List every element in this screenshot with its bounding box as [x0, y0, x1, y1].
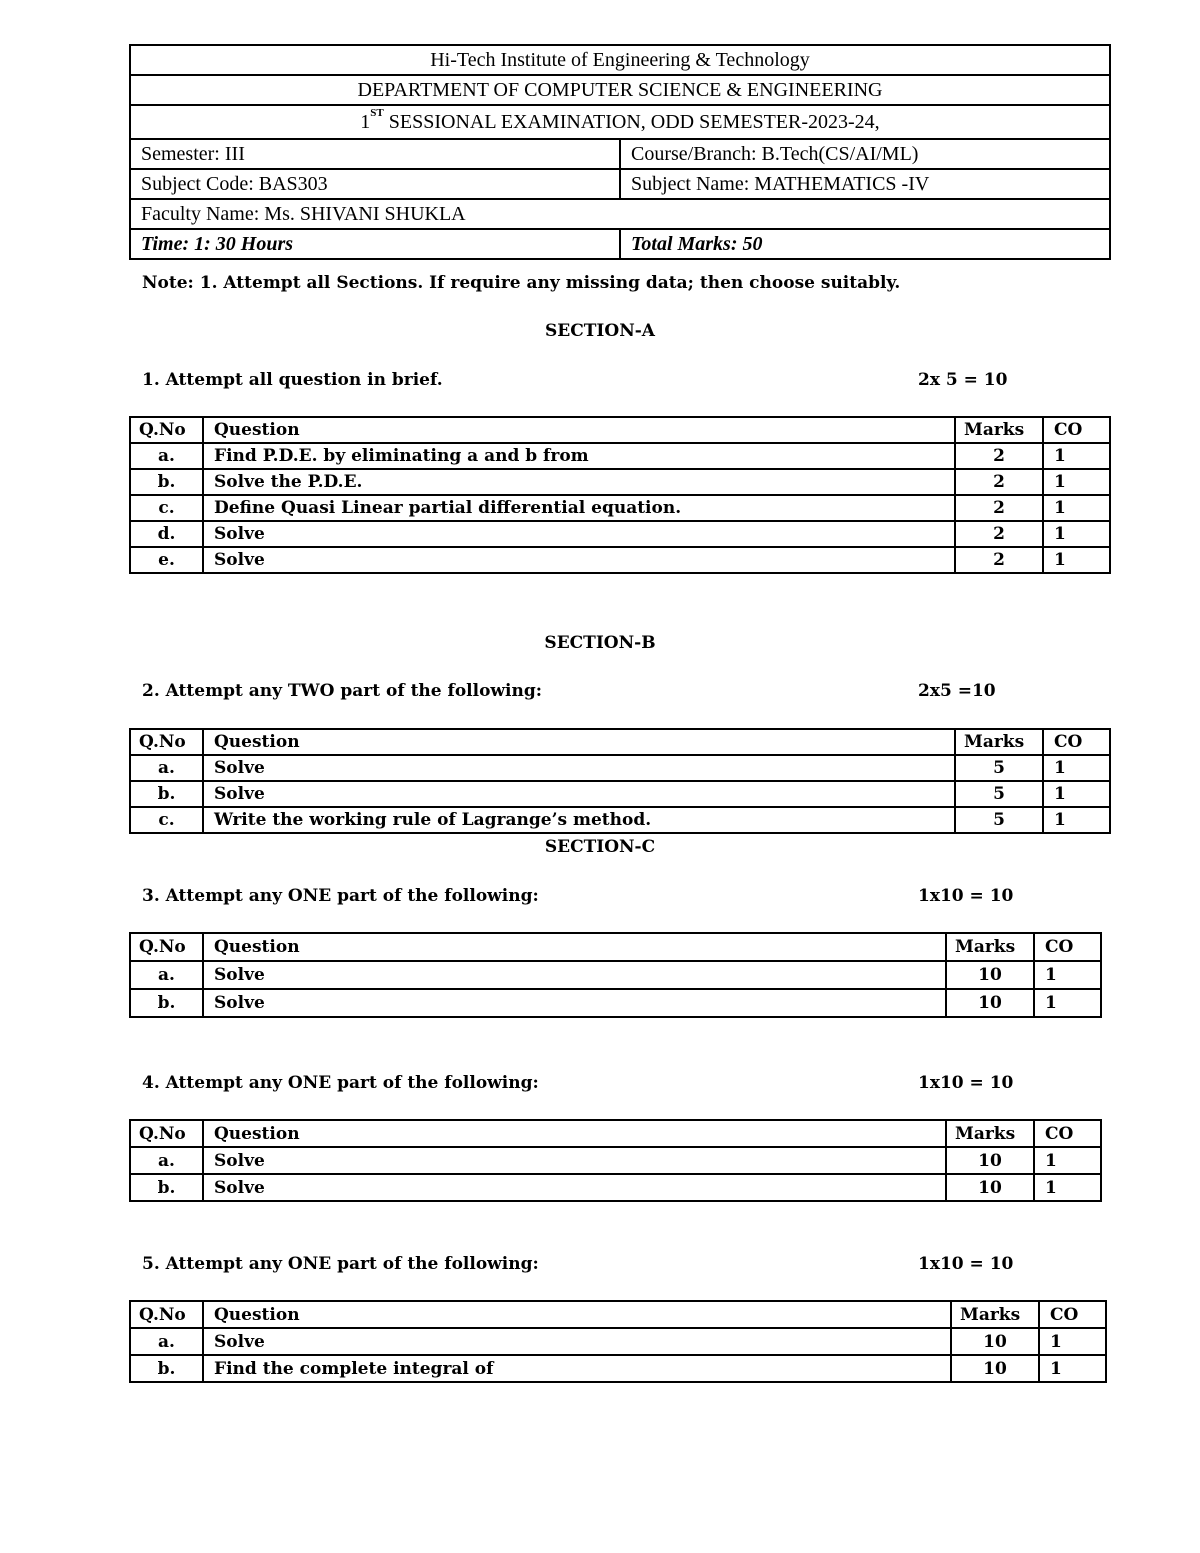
- table-row: [130, 1147, 1101, 1174]
- marks-cell: 10: [946, 989, 1034, 1017]
- co-header: CO: [1034, 1120, 1101, 1147]
- question-header: Question: [203, 933, 946, 961]
- question-cell: Solve: [203, 1174, 946, 1201]
- marks-cell: 10: [951, 1328, 1039, 1355]
- table-row: [130, 1174, 1101, 1201]
- co-cell: 1: [1043, 755, 1110, 781]
- section-a-heading: SECTION-A: [545, 321, 655, 341]
- co-cell: 1: [1043, 521, 1110, 547]
- question-cell: Solve: [203, 521, 955, 547]
- subject-code-cell: Subject Code: BAS303: [130, 169, 620, 199]
- question-cell: Define Quasi Linear partial differential equation.: [203, 495, 955, 521]
- co-cell: 1: [1043, 781, 1110, 807]
- q1-marks-label: 2x 5 = 10: [918, 370, 1008, 390]
- marks-cell: 10: [946, 1174, 1034, 1201]
- faculty-cell: Faculty Name: Ms. SHIVANI SHUKLA: [130, 199, 1110, 229]
- qno-cell: b.: [130, 469, 203, 495]
- subject-name-cell: Subject Name: MATHEMATICS -IV: [620, 169, 1110, 199]
- q1-table: [129, 416, 1111, 574]
- total-marks-cell: Total Marks: 50: [620, 229, 1110, 259]
- question-cell: Solve: [203, 989, 946, 1017]
- co-cell: 1: [1039, 1355, 1106, 1382]
- qno-cell: c.: [130, 495, 203, 521]
- question-cell: Find the complete integral of: [203, 1355, 951, 1382]
- question-header: Question: [203, 729, 955, 755]
- co-cell: 1: [1039, 1328, 1106, 1355]
- qno-cell: c.: [130, 807, 203, 833]
- qno-cell: d.: [130, 521, 203, 547]
- qno-cell: a.: [130, 961, 203, 989]
- qno-header: Q.No: [130, 1301, 203, 1328]
- question-cell: Solve the P.D.E.: [203, 469, 955, 495]
- co-cell: 1: [1043, 547, 1110, 573]
- question-cell: Solve: [203, 781, 955, 807]
- qno-cell: a.: [130, 1147, 203, 1174]
- question-cell: Find P.D.E. by eliminating a and b from: [203, 443, 955, 469]
- question-cell: Solve: [203, 547, 955, 573]
- question-cell: Solve: [203, 1328, 951, 1355]
- time-cell: Time: 1: 30 Hours: [130, 229, 620, 259]
- exam-note: Note: 1. Attempt all Sections. If require any missing data; then choose suitably.: [142, 273, 901, 293]
- qno-header: Q.No: [130, 729, 203, 755]
- exam-ordinal-sup: ST: [370, 106, 384, 119]
- qno-cell: b.: [130, 989, 203, 1017]
- marks-header: Marks: [951, 1301, 1039, 1328]
- marks-header: Marks: [955, 729, 1043, 755]
- co-cell: 1: [1034, 1147, 1101, 1174]
- marks-cell: 2: [955, 443, 1043, 469]
- question-header: Question: [203, 417, 955, 443]
- qno-header: Q.No: [130, 933, 203, 961]
- qno-cell: a.: [130, 443, 203, 469]
- table-header-row: [130, 729, 1110, 755]
- marks-header: Marks: [946, 1120, 1034, 1147]
- institute-name: Hi-Tech Institute of Engineering & Technology: [130, 45, 1110, 75]
- table-row: [130, 521, 1110, 547]
- marks-header: Marks: [955, 417, 1043, 443]
- co-header: CO: [1043, 417, 1110, 443]
- q2-table: [129, 728, 1111, 834]
- co-header: CO: [1043, 729, 1110, 755]
- course-cell: Course/Branch: B.Tech(CS/AI/ML): [620, 139, 1110, 169]
- table-header-row: [130, 933, 1101, 961]
- q1-instruction: 1. Attempt all question in brief.: [142, 370, 443, 390]
- qno-header: Q.No: [130, 1120, 203, 1147]
- qno-cell: b.: [130, 1355, 203, 1382]
- q4-marks-label: 1x10 = 10: [918, 1073, 1014, 1093]
- table-row: [130, 469, 1110, 495]
- co-header: CO: [1039, 1301, 1106, 1328]
- table-row: [130, 547, 1110, 573]
- table-row: [130, 1328, 1106, 1355]
- marks-cell: 5: [955, 781, 1043, 807]
- q3-marks-label: 1x10 = 10: [918, 886, 1014, 906]
- marks-cell: 10: [946, 1147, 1034, 1174]
- qno-cell: e.: [130, 547, 203, 573]
- table-row: [130, 961, 1101, 989]
- semester-cell: Semester: III: [130, 139, 620, 169]
- table-header-row: [130, 417, 1110, 443]
- section-c-heading: SECTION-C: [544, 837, 656, 857]
- qno-cell: b.: [130, 1174, 203, 1201]
- question-header: Question: [203, 1120, 946, 1147]
- exam-header-table: [129, 44, 1111, 260]
- qno-cell: a.: [130, 755, 203, 781]
- co-cell: 1: [1043, 469, 1110, 495]
- qno-cell: b.: [130, 781, 203, 807]
- table-row: [130, 1355, 1106, 1382]
- co-cell: 1: [1034, 961, 1101, 989]
- exam-ordinal: 1: [360, 110, 371, 133]
- co-cell: 1: [1043, 807, 1110, 833]
- question-cell: Solve: [203, 755, 955, 781]
- q3-instruction: 3. Attempt any ONE part of the following:: [142, 886, 539, 906]
- table-header-row: [130, 1301, 1106, 1328]
- q4-instruction: 4. Attempt any ONE part of the following:: [142, 1073, 539, 1093]
- qno-header: Q.No: [130, 417, 203, 443]
- marks-cell: 5: [955, 807, 1043, 833]
- section-b-heading: SECTION-B: [544, 633, 656, 653]
- table-row: [130, 755, 1110, 781]
- co-cell: 1: [1043, 443, 1110, 469]
- question-cell: Solve: [203, 961, 946, 989]
- question-header: Question: [203, 1301, 951, 1328]
- qno-cell: a.: [130, 1328, 203, 1355]
- q5-marks-label: 1x10 = 10: [918, 1254, 1014, 1274]
- table-header-row: [130, 1120, 1101, 1147]
- department-name: DEPARTMENT OF COMPUTER SCIENCE & ENGINEERING: [130, 75, 1110, 105]
- table-row: [130, 495, 1110, 521]
- q2-marks-label: 2x5 =10: [918, 681, 996, 701]
- q4-table: [129, 1119, 1102, 1202]
- table-row: [130, 443, 1110, 469]
- q3-table: [129, 932, 1102, 1018]
- co-cell: 1: [1034, 1174, 1101, 1201]
- q2-instruction: 2. Attempt any TWO part of the following:: [142, 681, 543, 701]
- co-cell: 1: [1034, 989, 1101, 1017]
- marks-cell: 2: [955, 495, 1043, 521]
- table-row: [130, 807, 1110, 833]
- marks-cell: 10: [946, 961, 1034, 989]
- q5-table: [129, 1300, 1107, 1383]
- co-cell: 1: [1043, 495, 1110, 521]
- marks-cell: 2: [955, 547, 1043, 573]
- q5-instruction: 5. Attempt any ONE part of the following:: [142, 1254, 539, 1274]
- marks-header: Marks: [946, 933, 1034, 961]
- marks-cell: 2: [955, 521, 1043, 547]
- exam-title-text: SESSIONAL EXAMINATION, ODD SEMESTER-2023-24,: [383, 110, 880, 133]
- table-row: [130, 781, 1110, 807]
- co-header: CO: [1034, 933, 1101, 961]
- table-row: [130, 989, 1101, 1017]
- question-cell: Write the working rule of Lagrange’s method.: [203, 807, 955, 833]
- marks-cell: 5: [955, 755, 1043, 781]
- question-cell: Solve: [203, 1147, 946, 1174]
- exam-title: [130, 105, 1110, 139]
- marks-cell: 2: [955, 469, 1043, 495]
- marks-cell: 10: [951, 1355, 1039, 1382]
